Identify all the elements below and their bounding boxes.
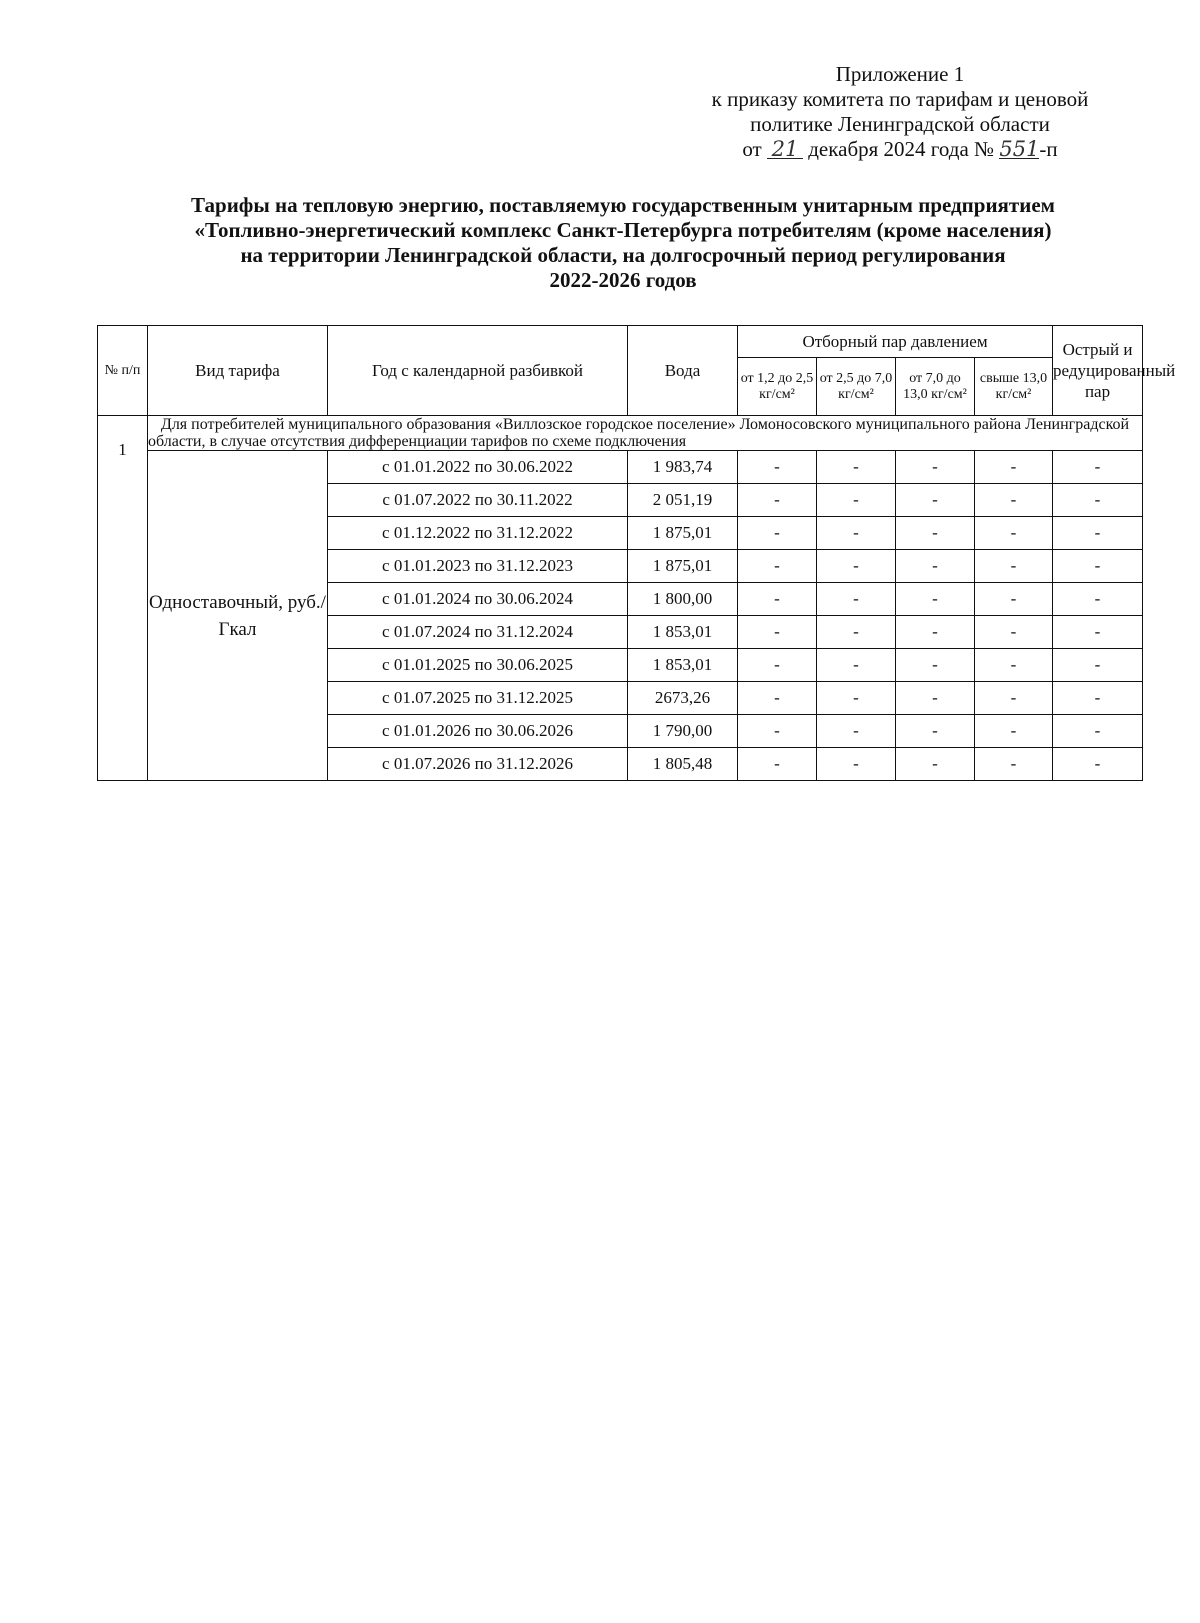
appendix-block [660,62,1140,162]
date-middle: декабря 2024 года № [808,137,995,161]
section-row [98,416,1143,451]
empty-value-cell: - [738,682,817,715]
empty-value-cell: - [738,715,817,748]
number-suffix: -п [1039,137,1058,161]
title-line-4: 2022-2026 годов [549,268,697,292]
section-number: 1 [98,416,148,781]
water-tariff-cell: 1 853,01 [628,616,738,649]
empty-value-cell: - [975,550,1053,583]
empty-value-cell: - [975,649,1053,682]
empty-value-cell: - [1053,484,1143,517]
section-description: Для потребителей муниципального образования «Виллозское городское поселение» Ломоносовского муниципального района Ленинградской области, в случае отсутствия дифференциации тарифов по схеме подключения [148,416,1143,451]
empty-value-cell: - [817,550,896,583]
empty-value-cell: - [975,715,1053,748]
empty-value-cell: - [896,682,975,715]
handwritten-order-number: 551 [999,137,1040,161]
period-cell: с 01.01.2023 по 31.12.2023 [328,550,628,583]
empty-value-cell: - [817,682,896,715]
tariff-kind: Одноставочный, руб./Гкал [148,451,328,781]
period-cell: с 01.07.2022 по 30.11.2022 [328,484,628,517]
empty-value-cell: - [975,682,1053,715]
empty-value-cell: - [817,616,896,649]
period-cell: с 01.01.2022 по 30.06.2022 [328,451,628,484]
period-cell: с 01.12.2022 по 31.12.2022 [328,517,628,550]
empty-value-cell: - [1053,748,1143,781]
title-line-1: Тарифы на тепловую энергию, поставляемую государственным унитарным предприятием [191,193,1055,217]
empty-value-cell: - [975,616,1053,649]
water-tariff-cell: 1 983,74 [628,451,738,484]
empty-value-cell: - [738,484,817,517]
water-tariff-cell: 1 790,00 [628,715,738,748]
date-prefix: от [742,137,762,161]
empty-value-cell: - [896,550,975,583]
empty-value-cell: - [738,550,817,583]
empty-value-cell: - [738,616,817,649]
empty-value-cell: - [1053,517,1143,550]
empty-value-cell: - [817,484,896,517]
empty-value-cell: - [896,583,975,616]
empty-value-cell: - [738,583,817,616]
empty-value-cell: - [896,649,975,682]
empty-value-cell: - [896,715,975,748]
period-cell: с 01.01.2025 по 30.06.2025 [328,649,628,682]
empty-value-cell: - [1053,451,1143,484]
empty-value-cell: - [975,748,1053,781]
water-tariff-cell: 2673,26 [628,682,738,715]
water-tariff-cell: 2 051,19 [628,484,738,517]
empty-value-cell: - [817,517,896,550]
appendix-date-line [660,137,1140,162]
empty-value-cell: - [817,649,896,682]
empty-value-cell: - [975,517,1053,550]
empty-value-cell: - [1053,682,1143,715]
header-kind: Вид тарифа [148,326,328,416]
header-num: № п/п [98,326,148,416]
empty-value-cell: - [1053,550,1143,583]
empty-value-cell: - [738,517,817,550]
document-title [108,193,1138,293]
title-line-3: на территории Ленинградской области, на долгосрочный период регулирования [240,243,1006,267]
empty-value-cell: - [975,451,1053,484]
appendix-order-line: к приказу комитета по тарифам и ценовой [711,87,1089,111]
header-steam-4: свыше 13,0 кг/см² [975,358,1053,416]
header-water: Вода [628,326,738,416]
empty-value-cell: - [975,583,1053,616]
empty-value-cell: - [896,484,975,517]
empty-value-cell: - [896,616,975,649]
empty-value-cell: - [817,748,896,781]
tariff-table [97,325,1176,781]
table-row [98,451,1143,484]
empty-value-cell: - [1053,649,1143,682]
empty-value-cell: - [817,715,896,748]
header-steam-3: от 7,0 до 13,0 кг/см² [896,358,975,416]
water-tariff-cell: 1 853,01 [628,649,738,682]
header-steam-1: от 1,2 до 2,5 кг/см² [738,358,817,416]
period-cell: с 01.07.2025 по 31.12.2025 [328,682,628,715]
empty-value-cell: - [738,649,817,682]
empty-value-cell: - [1053,715,1143,748]
empty-value-cell: - [896,517,975,550]
water-tariff-cell: 1 800,00 [628,583,738,616]
period-cell: с 01.07.2024 по 31.12.2024 [328,616,628,649]
empty-value-cell: - [896,451,975,484]
empty-value-cell: - [817,451,896,484]
empty-value-cell: - [817,583,896,616]
header-acute-steam: Острый и редуцированный пар [1053,326,1143,416]
appendix-title: Приложение 1 [835,62,965,86]
water-tariff-cell: 1 805,48 [628,748,738,781]
empty-value-cell: - [896,748,975,781]
appendix-committee-line: политике Ленинградской области [750,112,1050,136]
title-line-2: «Топливно-энергетический комплекс Санкт-Петербурга потребителям (кроме населения) [194,218,1052,242]
empty-value-cell: - [738,748,817,781]
header-steam-2: от 2,5 до 7,0 кг/см² [817,358,896,416]
header-period: Год с календарной разбивкой [328,326,628,416]
water-tariff-cell: 1 875,01 [628,550,738,583]
water-tariff-cell: 1 875,01 [628,517,738,550]
period-cell: с 01.01.2026 по 30.06.2026 [328,715,628,748]
empty-value-cell: - [738,451,817,484]
handwritten-day: 21 [767,140,803,159]
empty-value-cell: - [1053,616,1143,649]
header-steam-group: Отборный пар давлением [738,326,1053,358]
period-cell: с 01.01.2024 по 30.06.2024 [328,583,628,616]
period-cell: с 01.07.2026 по 31.12.2026 [328,748,628,781]
empty-value-cell: - [1053,583,1143,616]
empty-value-cell: - [975,484,1053,517]
